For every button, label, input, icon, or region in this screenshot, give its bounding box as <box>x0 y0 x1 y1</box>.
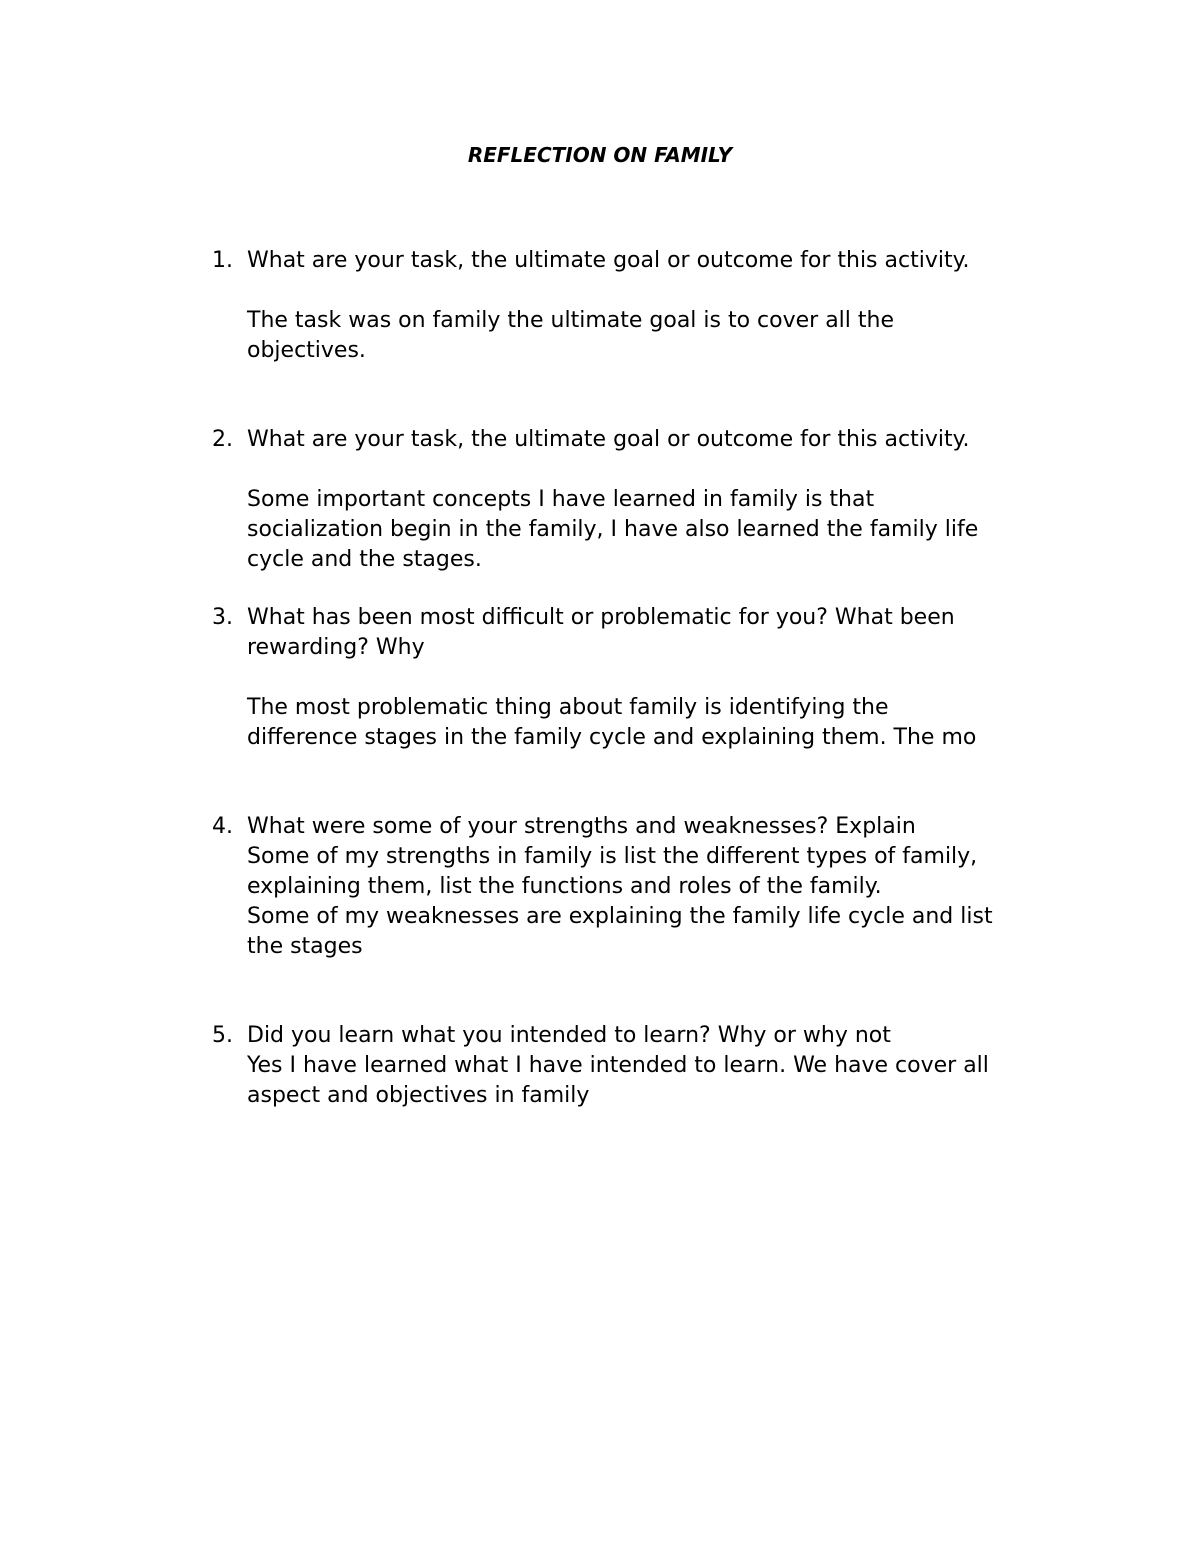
document-title: REFLECTION ON FAMILY <box>467 143 733 167</box>
answer-line: aspect and objectives in family <box>247 1083 590 1108</box>
question-line: What has been most difficult or problematic for you? What been <box>247 605 955 630</box>
answer-line: The most problematic thing about family is identifying the <box>247 695 889 720</box>
answer-line: the stages <box>247 934 363 959</box>
item-number: 3. <box>212 605 233 630</box>
question-line: Did you learn what you intended to learn? Why or why not <box>247 1023 891 1048</box>
item-number: 5. <box>212 1023 233 1048</box>
answer-line: explaining them, list the functions and roles of the family. <box>247 874 882 899</box>
question-line: rewarding? Why <box>247 635 425 660</box>
answer-line: difference stages in the family cycle and explaining them. The mo <box>247 725 977 750</box>
item-number: 2. <box>212 427 233 452</box>
item-number: 4. <box>212 814 233 839</box>
answer-line: objectives. <box>247 338 366 363</box>
answer-line: Yes I have learned what I have intended to learn. We have cover all <box>247 1053 989 1078</box>
item-number: 1. <box>212 248 233 273</box>
answer-line: The task was on family the ultimate goal is to cover all the <box>247 308 895 333</box>
answer-line: Some of my weaknesses are explaining the family life cycle and list <box>247 904 993 929</box>
answer-line: Some of my strengths in family is list the different types of family, <box>247 844 978 869</box>
question-line: What are your task, the ultimate goal or outcome for this activity. <box>247 248 970 273</box>
answer-line: cycle and the stages. <box>247 547 482 572</box>
question-line: What are your task, the ultimate goal or outcome for this activity. <box>247 427 970 452</box>
answer-line: socialization begin in the family, I have also learned the family life <box>247 517 979 542</box>
answer-line: Some important concepts I have learned in family is that <box>247 487 875 512</box>
question-line: What were some of your strengths and weaknesses? Explain <box>247 814 916 839</box>
